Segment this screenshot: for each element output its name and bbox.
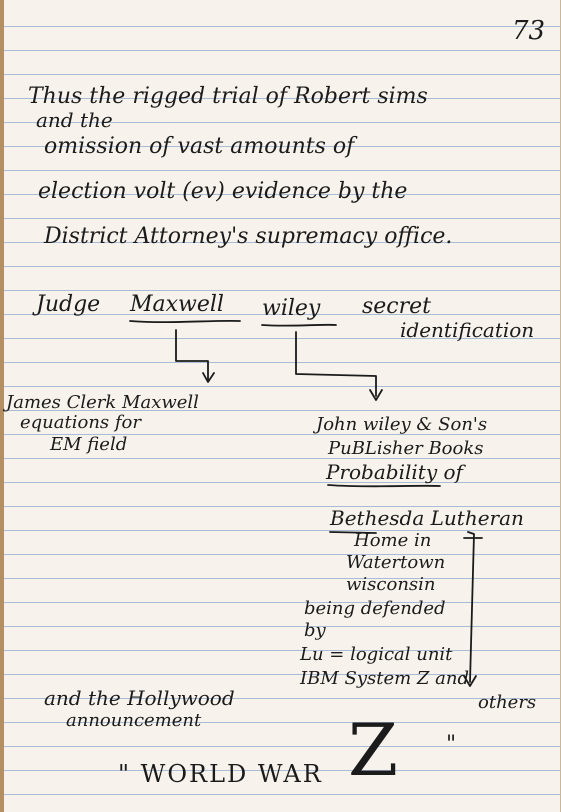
bethesda-line-3: Watertown: [346, 552, 446, 573]
underline-wiley: [262, 325, 336, 326]
closing-line-3: " WORLD WAR: [118, 760, 323, 788]
diagram-left-line-3: EM field: [50, 434, 128, 455]
diagram-left-line-2: equations for: [20, 412, 141, 433]
text-line-2: and the: [36, 108, 113, 132]
page-number: 73: [512, 16, 546, 46]
text-line-3: omission of vast amounts of: [44, 134, 355, 159]
defended-line-1: being defended: [304, 598, 446, 619]
bethesda-line-2: Home in: [354, 530, 432, 551]
text-line-1: Thus the rigged trial of Robert sims: [28, 84, 428, 109]
diagram-root-identification: identification: [400, 318, 535, 342]
closing-end-quote: ": [446, 732, 459, 757]
diagram-root-wiley: wiley: [262, 296, 321, 321]
bethesda-line-4: wisconsin: [346, 574, 436, 595]
text-line-4: election volt (ev) evidence by the: [38, 179, 408, 204]
diagram-left-line-1: James Clerk Maxwell: [6, 392, 199, 413]
diagram-root-maxwell: Maxwell: [130, 292, 224, 317]
bethesda-line-1: Bethesda Lutheran: [330, 506, 524, 530]
underline-probability: [328, 485, 440, 486]
underline-judge-maxwell: [130, 321, 240, 322]
defended-line-5: others: [478, 692, 537, 713]
diagram-right-line-1: John wiley & Son's: [316, 414, 488, 435]
underline-bet: [330, 532, 376, 533]
closing-line-1: and the Hollywood: [44, 686, 235, 710]
diagram-root-secret: secret: [362, 294, 432, 319]
diagram-right-line-3: Probability of: [326, 460, 463, 484]
closing-line-2: announcement: [66, 710, 202, 731]
defended-line-4: IBM System Z and: [300, 668, 469, 689]
text-line-5: District Attorney's supremacy office.: [44, 224, 453, 249]
defended-line-2: by: [304, 620, 326, 641]
connector-wiley: [296, 332, 376, 396]
connector-lutheran: [468, 532, 474, 682]
closing-z: Z: [348, 708, 401, 792]
diagram-root-judge: Judge: [36, 292, 101, 317]
diagram-right-line-2: PuBLisher Books: [328, 438, 484, 459]
defended-line-3: Lu = logical unit: [300, 644, 453, 665]
